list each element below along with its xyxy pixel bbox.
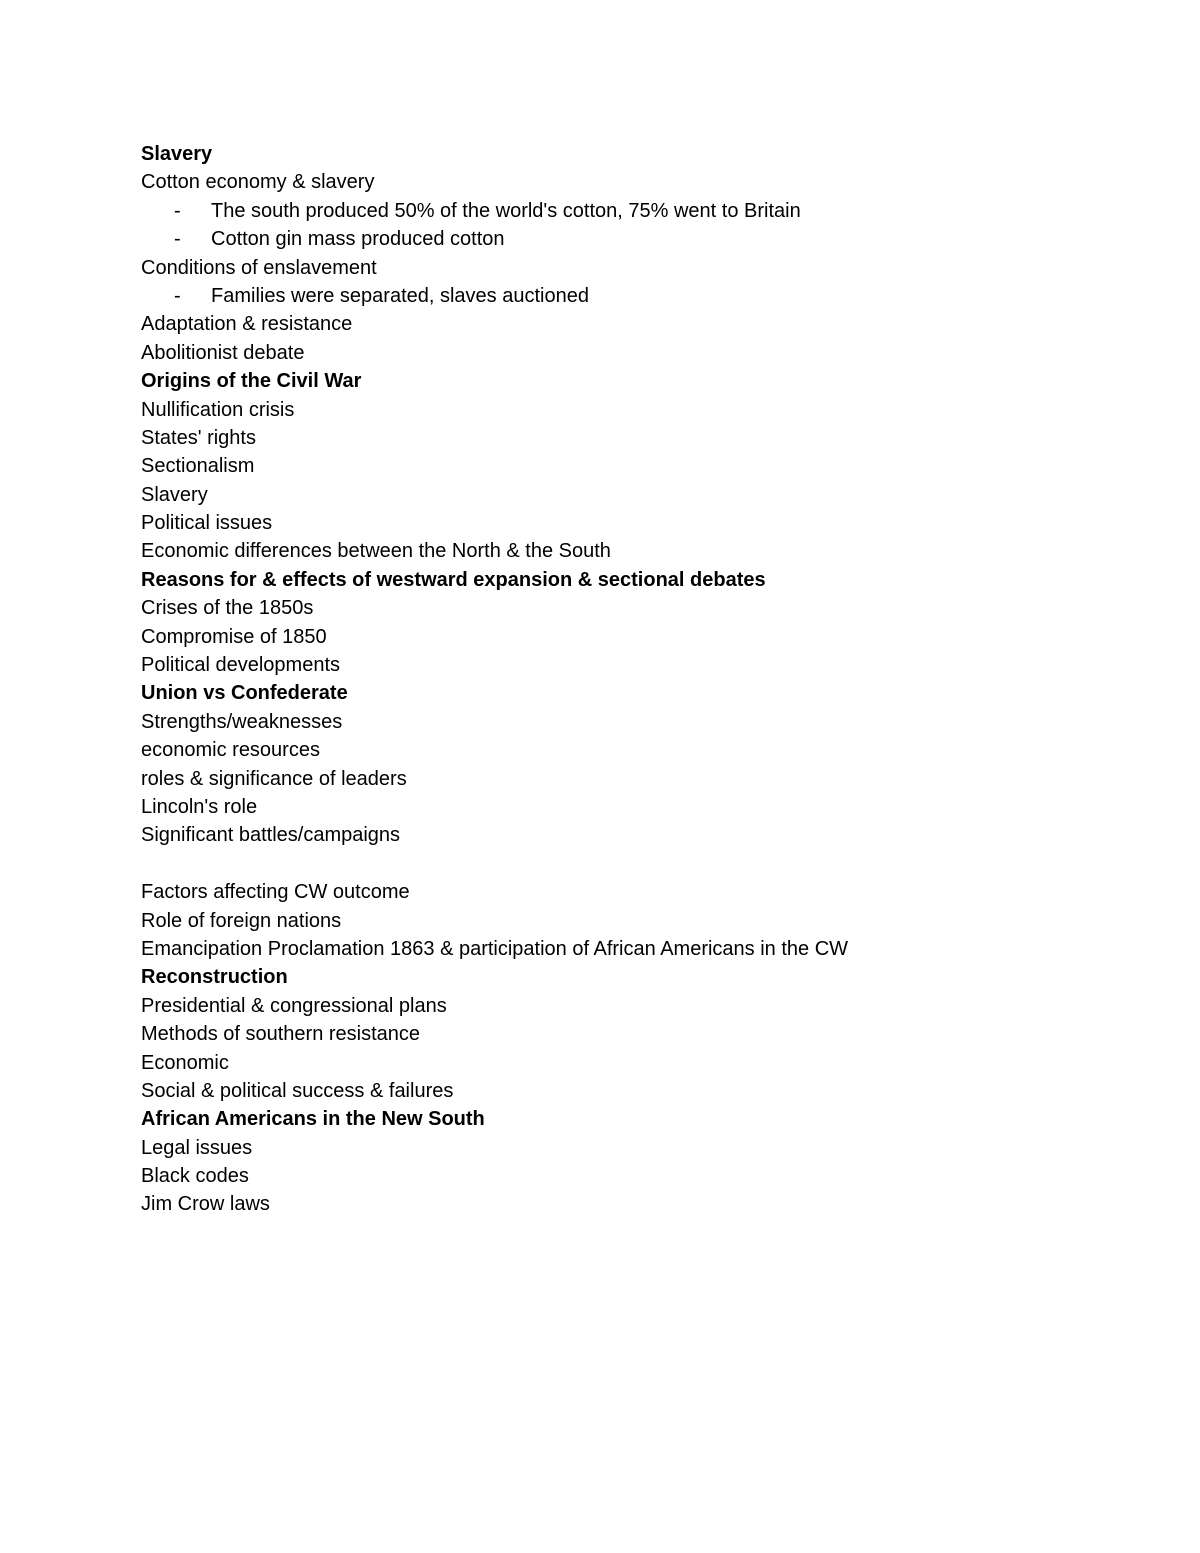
outline-item: Strengths/weaknesses [141,710,343,733]
outline-item: Jim Crow laws [141,1193,270,1216]
outline-item: Role of foreign nations [141,909,342,932]
outline-item: Compromise of 1850 [141,625,327,648]
bullet-dash: - [174,228,181,251]
section-heading-westward: Reasons for & effects of westward expansion & sectional debates [141,568,766,591]
outline-item: Lincoln's role [141,795,258,818]
outline-item: Economic differences between the North & the South [141,540,611,563]
outline-item: Economic [141,1051,229,1074]
outline-item: Factors affecting CW outcome [141,881,410,904]
outline-item: Nullification crisis [141,398,295,421]
outline-item: Presidential & congressional plans [141,994,447,1017]
outline-item: States' rights [141,426,256,449]
outline-item: Abolitionist debate [141,341,305,364]
bullet-text: Cotton gin mass produced cotton [211,228,505,251]
outline-item: Sectionalism [141,455,255,478]
outline-item: Emancipation Proclamation 1863 & participation of African Americans in the CW [141,937,849,960]
outline-item: roles & significance of leaders [141,767,407,790]
outline-item: Significant battles/campaigns [141,824,401,847]
section-heading-origins: Origins of the Civil War [141,370,362,393]
outline-content [141,140,1121,1219]
bullet-dash: - [174,284,181,307]
outline-item: Social & political success & failures [141,1079,454,1102]
bullet-item [141,225,1121,253]
section-heading-new-south: African Americans in the New South [141,1108,485,1131]
outline-item: Political issues [141,512,273,535]
outline-item: economic resources [141,739,320,762]
section-heading-union: Union vs Confederate [141,682,348,705]
outline-item: Cotton economy & slavery [141,171,375,194]
bullet-item [141,197,1121,225]
outline-item: Black codes [141,1165,249,1188]
bullet-text: The south produced 50% of the world's cotton, 75% went to Britain [211,199,801,222]
section-heading-slavery: Slavery [141,143,213,165]
outline-item: Crises of the 1850s [141,597,314,620]
outline-item: Adaptation & resistance [141,313,353,336]
bullet-text: Families were separated, slaves auctioned [211,284,589,307]
bullet-item [141,282,1121,310]
outline-item: Legal issues [141,1136,253,1159]
bullet-dash: - [174,199,181,222]
outline-item: Slavery [141,483,208,506]
blank-line [141,850,1121,878]
section-heading-reconstruction: Reconstruction [141,966,288,989]
outline-item: Conditions of enslavement [141,256,377,279]
outline-item: Political developments [141,654,340,677]
outline-item: Methods of southern resistance [141,1023,421,1046]
